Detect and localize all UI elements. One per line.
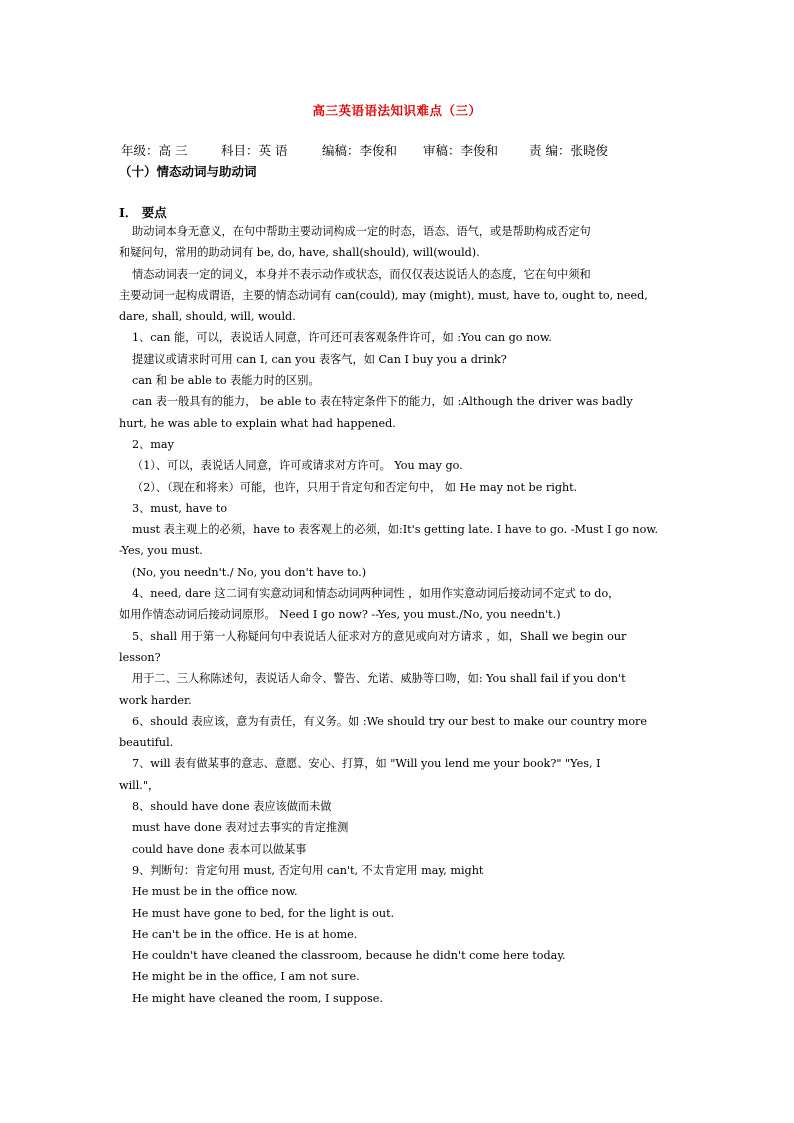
body-line: work harder. [119, 693, 192, 707]
body-line: (No, you needn't./ No, you don't have to.) [132, 565, 367, 579]
body-line: He can't be in the office. He is at home. [132, 927, 358, 941]
document-meta [121, 141, 608, 159]
body-line: must 表主观上的必须，have to 表客观上的必须，如:It's getting late. I have to go. -Must I go now. [132, 523, 659, 537]
body-line: He might be in the office, I am not sure. [132, 970, 360, 984]
body-line: 6、should 表应该，意为有责任，有义务。如 :We should try our best to make our country more [132, 714, 648, 728]
subsection-title: I． 要点 [119, 205, 167, 220]
section-title: （十）情态动词与助动词 [119, 164, 257, 179]
meta-grade: 年级：高 三 [121, 143, 188, 158]
body-line: He might have cleaned the room, I suppose. [132, 991, 383, 1005]
body-line: He must have gone to bed, for the light is out. [132, 906, 395, 920]
body-line: dare, shall, should, will, would. [119, 310, 296, 324]
body-line: 主要动词一起构成谓语，主要的情态动词有 can(could), may (might), must, have to, ought to, need, [119, 288, 648, 302]
body-line: could have done 表本可以做某事 [132, 842, 307, 856]
body-line: He couldn't have cleaned the classroom, because he didn't come here today. [132, 949, 566, 963]
body-line: must have done 表对过去事实的肯定推测 [132, 821, 349, 835]
body-line: 情态动词表一定的词义，本身并不表示动作或状态，而仅仅表达说话人的态度，它在句中须和 [132, 267, 591, 281]
document-title: 高三英语语法知识难点（三） [312, 103, 482, 118]
body-line: 2、may [132, 437, 174, 451]
body-line: 4、need, dare 这二词有实意动词和情态动词两种词性 ，如用作实意动词后接动词不定式 to do， [132, 587, 620, 601]
body-line: -Yes, you must. [119, 544, 203, 558]
body-line: 3、must, have to [132, 501, 228, 515]
meta-editor: 编稿：李俊和 [322, 143, 398, 158]
document-body [119, 221, 679, 1009]
body-line: （1）、可以，表说话人同意，许可或请求对方许可。 You may go. [132, 459, 463, 473]
body-line: can 表一般具有的能力， be able to 表在特定条件下的能力，如 :Although the driver was badly [132, 395, 633, 409]
body-line: will."， [119, 778, 160, 792]
body-line: He must be in the office now. [132, 885, 298, 899]
body-line: can 和 be able to 表能力时的区别。 [132, 374, 320, 388]
body-line: 如用作情态动词后接动词原形。 Need I go now? --Yes, you must./No, you needn't.) [119, 608, 561, 622]
meta-reviewer: 审稿：李俊和 [423, 143, 499, 158]
meta-subject: 科目：英 语 [221, 143, 288, 158]
body-line: 7、will 表有做某事的意志、意愿、安心、打算，如 "Will you lend me your book?" "Yes, I [132, 757, 601, 771]
body-line: beautiful. [119, 736, 174, 750]
body-line: 5、shall 用于第一人称疑问句中表说话人征求对方的意见或向对方请求 ，如，Shall we begin our [132, 629, 627, 643]
body-line: 助动词本身无意义，在句中帮助主要动词构成一定的时态，语态、语气，或是帮助构成否定句 [132, 225, 591, 238]
body-line: 提建议或请求时可用 can I, can you 表客气，如 Can I buy you a drink? [132, 352, 507, 366]
body-line: 1、can 能，可以，表说话人同意，许可还可表客观条件许可，如 :You can go now. [132, 331, 552, 345]
body-line: （2）、（现在和将来）可能，也许，只用于肯定句和否定句中， 如 He may not be right. [132, 480, 578, 494]
body-line: hurt, he was able to explain what had happened. [119, 416, 396, 430]
body-line: 用于二、三人称陈述句，表说话人命令、警告、允诺、威胁等口吻，如: You shall fail if you don't [132, 672, 626, 686]
body-line: 和疑问句，常用的助动词有 be, do, have, shall(should), will(would). [119, 246, 480, 260]
body-line: 9、判断句：肯定句用 must, 否定句用 can't, 不太肯定用 may, might [132, 863, 484, 877]
meta-chief-editor: 责 编：张晓俊 [529, 143, 608, 158]
body-line: 8、should have done 表应该做而未做 [132, 800, 332, 814]
body-line: lesson? [119, 650, 161, 664]
